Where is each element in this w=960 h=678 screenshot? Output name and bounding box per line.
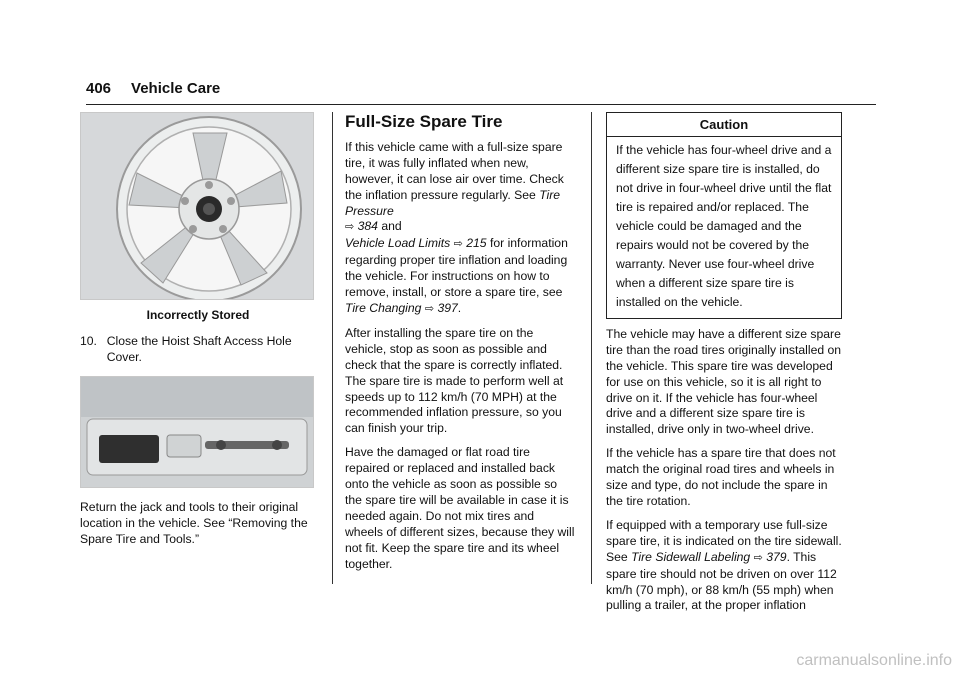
step-text: Close the Hoist Shaft Access Hole Cover. (106, 333, 292, 364)
tire-rotation-paragraph: If the vehicle has a spare tire that does not match the original road tires and wheels in size and type, do not include the spare in the tire rotation. (606, 446, 836, 508)
cargo-area-illustration (81, 377, 313, 487)
link-tire-sidewall-labeling[interactable]: Tire Sidewall Labeling (631, 549, 751, 564)
spare-tire-wheel-figure (80, 112, 314, 300)
page-header (86, 80, 876, 98)
column-right (606, 112, 842, 622)
temporary-spare-paragraph (606, 518, 842, 614)
caution-title: Caution (607, 113, 841, 137)
figure-caption: Incorrectly Stored (146, 308, 250, 322)
column-left (80, 112, 316, 555)
page-ref-384[interactable]: 384 (357, 219, 378, 234)
hoist-cover-figure (80, 376, 314, 488)
page-ref-397[interactable]: 397 (437, 300, 458, 315)
after-installing-paragraph: After installing the spare tire on the vehicle, stop as soon as possible and check that the spare is correctly inflated. The spare tire is made to perform well at speeds up to 112 km/h (70 MPH) at the recommended inflation pressure, so you can finish your trip. (345, 325, 564, 436)
section-heading: Full-Size Spare Tire (345, 112, 503, 131)
header-rule (86, 104, 876, 105)
page-ref-arrow-icon: ⇨ (424, 302, 435, 315)
text-run: If equipped with a temporary use full-size spare tire, it is indicated on the tire sidewall. See (606, 517, 842, 564)
link-vehicle-load-limits[interactable]: Vehicle Load Limits (345, 236, 451, 251)
column-divider (332, 112, 333, 584)
caution-box (606, 112, 842, 319)
page-ref-arrow-icon: ⇨ (345, 221, 355, 234)
page-ref-215[interactable]: 215 (466, 236, 487, 251)
link-tire-pressure[interactable]: Tire Pressure (345, 187, 561, 218)
column-middle (345, 112, 575, 580)
page-ref-arrow-icon: ⇨ (753, 551, 763, 564)
link-tire-changing[interactable]: Tire Changing (345, 300, 422, 315)
column-divider (591, 112, 592, 584)
text-run: If this vehicle came with a full-size spare tire, it was fully inflated when new, however, it can lose air over time. Check the inflation pressure regularly. See (345, 139, 564, 202)
page-ref-379[interactable]: 379 (766, 549, 787, 564)
step-10 (80, 334, 316, 366)
spare-tire-intro-paragraph (345, 140, 575, 318)
caution-body: If the vehicle has four-wheel drive and a different size spare tire is installed, do not drive in four-wheel drive until the flat tire is repaired and/or replaced. The vehicle could be damaged and the repairs would not be covered by the warranty. Never use four-wheel drive when a different size spare tire is installed on the vehicle. (616, 142, 832, 309)
text-run: . (457, 300, 462, 315)
wheel-illustration (81, 113, 313, 299)
page-ref-arrow-icon: ⇨ (453, 238, 463, 251)
repair-flat-paragraph: Have the damaged or flat road tire repaired or replaced and installed back onto the vehicle as soon as possible so the spare tire will be available in case it is needed again. Do not mix tires and wheels of different sizes, because they will not fit. Keep the spare tire and its wheel together. (345, 445, 575, 571)
text-run: for information regarding proper tire inflation and loading the vehicle. For instructions on how to remove, install, or store a spare tire, see (345, 236, 568, 300)
text-run: and (377, 219, 402, 234)
return-jack-paragraph: Return the jack and tools to their original location in the vehicle. See “Removing the Spare Tire and Tools.” (80, 499, 308, 546)
page-number: 406 (86, 80, 112, 97)
different-size-spare-paragraph: The vehicle may have a different size spare tire than the road tires originally installed on the vehicle. This spare tire was developed for use on this vehicle, so it is all right to drive on it. If the vehicle has four-wheel drive and a different size spare tire is installed, drive only in two-wheel drive. (606, 326, 842, 437)
text-run: . This spare tire should not be driven on over 112 km/h (70 mph), or 88 km/h (55 mph) when pulling a trailer, at the proper inflation (606, 549, 837, 613)
watermark: carmanualsonline.info (796, 652, 952, 669)
step-number: 10. (80, 333, 97, 348)
page-section-title: Vehicle Care (131, 80, 221, 97)
